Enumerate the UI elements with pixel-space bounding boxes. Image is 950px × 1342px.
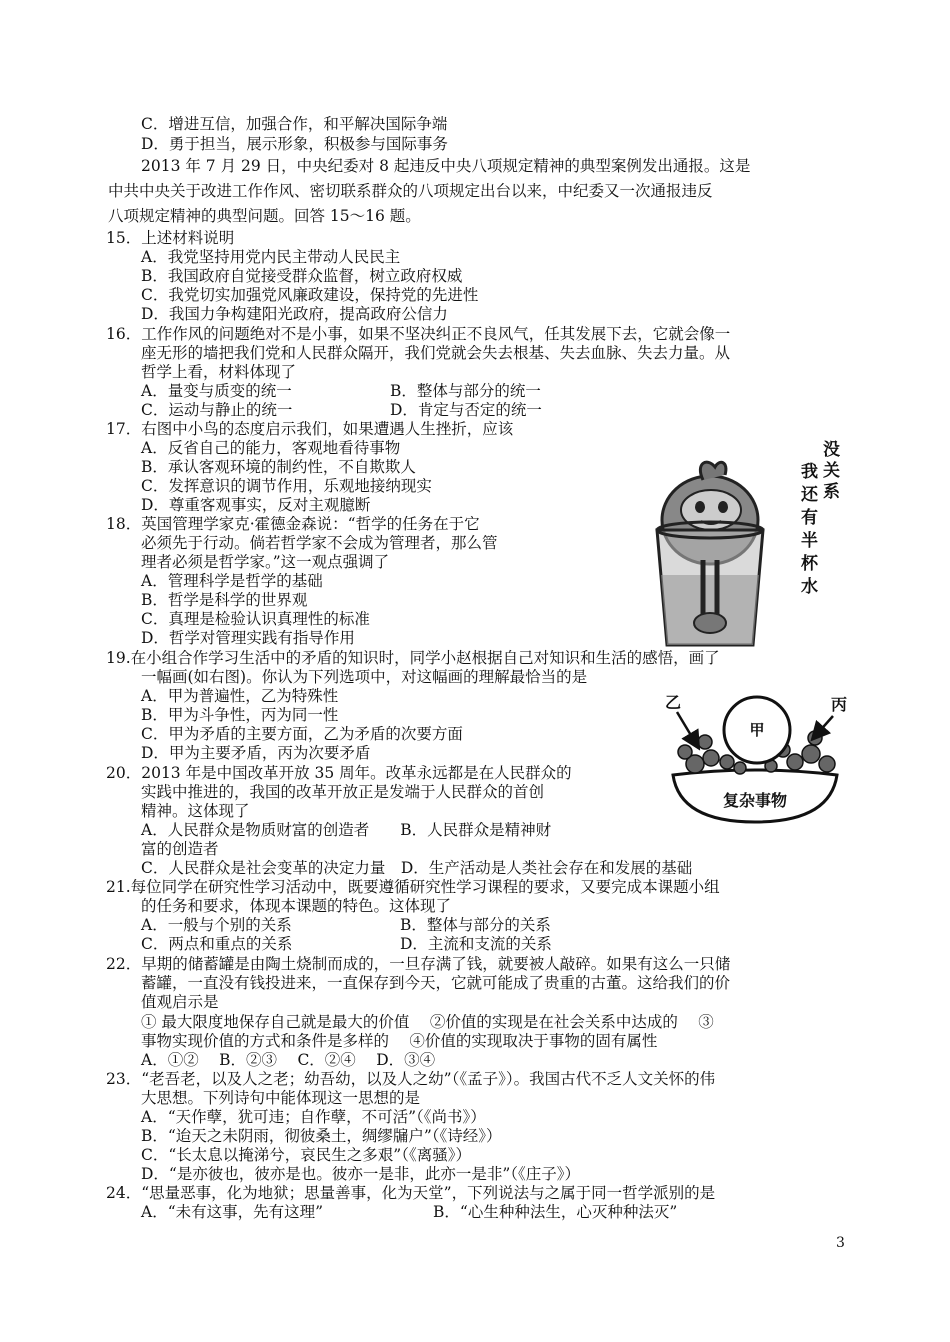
q14-option-c: C．增进互信，加强合作，和平解决国际争端	[141, 115, 448, 133]
q18-option-d: D．哲学对管理实践有指导作用	[141, 629, 355, 647]
label-jia: 甲	[749, 721, 765, 739]
q21-option-c: C．两点和重点的关系	[141, 935, 293, 953]
bowl-label: 复杂事物	[722, 791, 788, 810]
q16-stem-2: 座无形的墙把我们党和人民群众隔开，我们党就会失去根基、失去血脉、失去力量。从	[141, 344, 731, 362]
bowl-icon	[673, 770, 837, 822]
q18-stem-3: 理者必须是哲学家。”这一观点强调了	[141, 553, 390, 571]
q18-option-a: A．管理科学是哲学的基础	[141, 572, 323, 590]
q20-options-cd: C．人民群众是社会变革的决定力量 D．生产活动是人类社会存在和发展的基础	[141, 859, 693, 877]
q21-option-b: B．整体与部分的关系	[400, 916, 551, 934]
q23-option-c: C．“长太息以掩涕兮，哀民生之多艰”（《离骚》）	[141, 1146, 471, 1164]
q16-option-d: D．肯定与否定的统一	[390, 401, 542, 419]
q20-stem-2: 实践中推进的，我国的改革开放正是发端于人民群众的首创	[141, 783, 545, 801]
q18-option-b: B．哲学是科学的世界观	[141, 591, 308, 609]
q22-stem-1: 22．早期的储蓄罐是由陶土烧制而成的，一旦存满了钱，就要被人敲碎。如果有这么一只储	[106, 955, 731, 973]
q19-stem-1: 19.在小组合作学习生活中的矛盾的知识时，同学小赵根据自己对知识和生活的感悟，画了	[106, 649, 720, 667]
bird-in-cup-figure	[645, 435, 845, 665]
q22-stem-2: 蓄罐，一直没有钱投进来，一直保存到今天，它就可能成了贵重的古董。这给我们的价	[141, 974, 731, 992]
q22-statements-2: 事物实现价值的方式和条件是多样的 ④价值的实现取决于事物的固有属性	[141, 1032, 658, 1050]
q18-option-c: C．真理是检验认识真理性的标准	[141, 610, 370, 628]
q15-stem: 15．上述材料说明	[106, 229, 235, 247]
q15-option-b: B．我国政府自觉接受群众监督，树立政府权威	[141, 267, 463, 285]
q24-option-b: B．“心生种种法生，心灭种种法灭”	[433, 1203, 678, 1221]
q20-stem-1: 20．2013 年是中国改革开放 35 周年。改革永远都是在人民群众的	[106, 764, 572, 782]
q20-options-ab: A．人民群众是物质财富的创造者 B．人民群众是精神财	[141, 821, 552, 839]
q23-option-b: B．“迨天之未阴雨，彻彼桑土，绸缪牖户”（《诗经》）	[141, 1127, 502, 1145]
material-line-1: 2013 年 7 月 29 日，中央纪委对 8 起违反中央八项规定精神的典型案例发出通报。这是	[141, 157, 751, 175]
q22-choices: A．①② B．②③ C．②④ D．③④	[141, 1051, 436, 1069]
q15-option-d: D．我国力争构建阳光政府，提高政府公信力	[141, 305, 448, 323]
q23-option-d: D．“是亦彼也，彼亦是也。彼亦一是非，此亦一是非”（《庄子》）	[141, 1165, 581, 1183]
q18-stem-1: 18．英国管理学家克·霍德金森说：“哲学的任务在于它	[106, 515, 480, 533]
q22-statements-1: ① 最大限度地保存自己就是最大的价值 ②价值的实现是在社会关系中达成的 ③	[141, 1013, 714, 1031]
q15-option-a: A．我党坚持用党内民主带动人民民主	[141, 248, 401, 266]
material-line-2: 中共中央关于改进工作作风、密切联系群众的八项规定出台以来，中纪委又一次通报违反	[108, 182, 713, 200]
q21-option-a: A．一般与个别的关系	[141, 916, 292, 934]
q19-option-d: D．甲为主要矛盾，丙为次要矛盾	[141, 744, 371, 762]
q23-option-a: A．“天作孽，犹可违；自作孽，不可活”（《尚书》）	[141, 1108, 486, 1126]
q21-stem-2: 的任务和要求，体现本课题的特色。这体现了	[141, 897, 452, 915]
bird-caption-col-2: 我还有半杯水	[801, 462, 818, 597]
label-yi: 乙	[665, 693, 682, 712]
q21-stem-1: 21.每位同学在研究性学习活动中，既要遵循研究性学习课程的要求，又要完成本课题小组	[106, 878, 720, 896]
q19-option-b: B．甲为斗争性，丙为同一性	[141, 706, 339, 724]
q16-option-c: C．运动与静止的统一	[141, 401, 293, 419]
q17-option-d: D．尊重客观事实，反对主观臆断	[141, 496, 371, 514]
q24-stem: 24．“思量恶事，化为地狱；思量善事，化为天堂”，下列说法与之属于同一哲学派别的是	[106, 1184, 716, 1202]
q16-stem-3: 哲学上看，材料体现了	[141, 363, 297, 381]
q18-stem-2: 必须先于行动。倘若哲学家不会成为管理者，那么管	[141, 534, 498, 552]
q16-option-a: A．量变与质变的统一	[141, 382, 292, 400]
q16-stem-1: 16．工作作风的问题绝对不是小事，如果不坚决纠正不良风气，任其发展下去，它就会像一	[106, 325, 731, 343]
label-bing: 丙	[831, 695, 848, 714]
q20-stem-3: 精神。这体现了	[141, 802, 250, 820]
bird-caption-col-1: 没关系	[823, 440, 840, 502]
q21-option-d: D．主流和支流的关系	[400, 935, 552, 953]
q15-option-c: C．我党切实加强党风廉政建设，保持党的先进性	[141, 286, 479, 304]
q17-option-a: A．反省自己的能力，客观地看待事物	[141, 439, 401, 457]
q20-options-ab-cont: 富的创造者	[141, 840, 219, 858]
page-number: 3	[836, 1235, 845, 1251]
material-line-3: 八项规定精神的典型问题。回答 15～16 题。	[108, 207, 421, 225]
q19-option-c: C．甲为矛盾的主要方面，乙为矛盾的次要方面	[141, 725, 463, 743]
q23-stem-2: 大思想。下列诗句中能体现这一思想的是	[141, 1089, 421, 1107]
cup-icon	[657, 522, 763, 645]
q14-option-d: D．勇于担当，展示形象，积极参与国际事务	[141, 135, 448, 153]
q23-stem-1: 23．“老吾老，以及人之老；幼吾幼，以及人之幼”（《孟子》）。我国古代不乏人文关怀的伟	[106, 1070, 716, 1088]
q22-stem-3: 值观启示是	[141, 993, 219, 1011]
q16-option-b: B．整体与部分的统一	[390, 382, 541, 400]
q17-option-c: C．发挥意识的调节作用，乐观地接纳现实	[141, 477, 432, 495]
q24-option-a: A．“未有这事，先有这理”	[141, 1203, 324, 1221]
q17-stem: 17．右图中小鸟的态度启示我们，如果遭遇人生挫折，应该	[106, 420, 514, 438]
q19-stem-2: 一幅画(如右图)。你认为下列选项中，对这幅画的理解最恰当的是	[141, 668, 588, 686]
q17-option-b: B．承认客观环境的制约性，不自欺欺人	[141, 458, 416, 476]
q19-option-a: A．甲为普遍性，乙为特殊性	[141, 687, 339, 705]
complex-thing-bowl-figure	[655, 690, 855, 830]
